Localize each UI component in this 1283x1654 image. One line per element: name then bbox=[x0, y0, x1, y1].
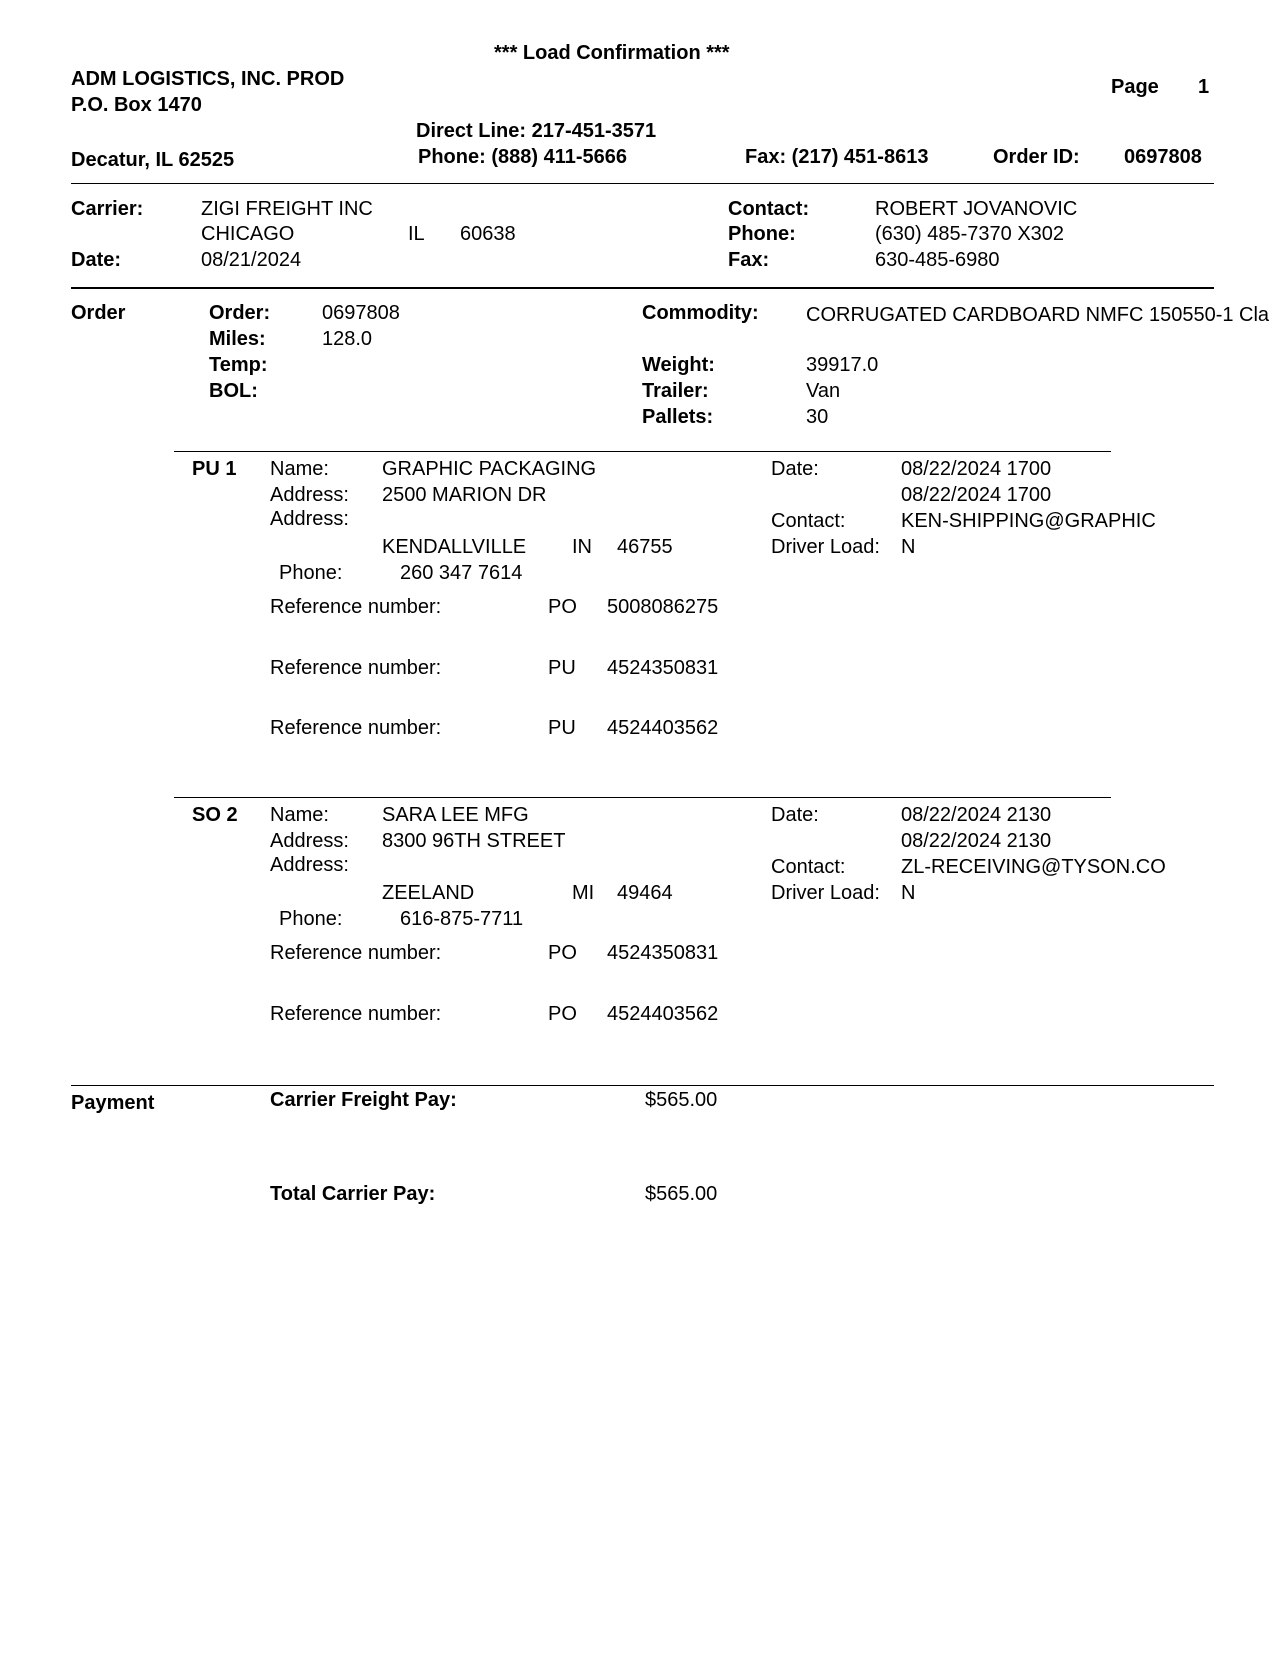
carrier-zip: 60638 bbox=[460, 223, 516, 245]
reference-type: PU bbox=[548, 657, 576, 679]
page-number: 1 bbox=[1198, 76, 1210, 98]
direct-line: Direct Line: 217-451-3571 bbox=[416, 120, 657, 142]
carrier-name: ZIGI FREIGHT INC bbox=[201, 198, 373, 220]
commodity-label: Commodity: bbox=[642, 302, 759, 324]
reference-number: 4524350831 bbox=[607, 657, 719, 679]
payment-section-label: Payment bbox=[71, 1092, 155, 1114]
stop-date-end: 08/22/2024 2130 bbox=[901, 830, 1052, 852]
miles-label: Miles: bbox=[209, 328, 266, 350]
carrier-date-label: Date: bbox=[71, 249, 122, 271]
total-pay-label: Total Carrier Pay: bbox=[270, 1183, 436, 1205]
pallets-value: 30 bbox=[806, 406, 829, 428]
carrier-contact: ROBERT JOVANOVIC bbox=[875, 198, 1078, 220]
reference-label: Reference number: bbox=[270, 1003, 442, 1025]
total-pay-value: $565.00 bbox=[645, 1183, 718, 1205]
reference-label: Reference number: bbox=[270, 942, 442, 964]
order-id-value: 0697808 bbox=[1124, 146, 1202, 168]
stop-name-label: Name: bbox=[270, 804, 329, 826]
carrier-contact-label: Contact: bbox=[728, 198, 810, 220]
carrier-state: IL bbox=[408, 223, 425, 245]
temp-label: Temp: bbox=[209, 354, 268, 376]
stop-driver-load-label: Driver Load: bbox=[771, 536, 880, 558]
reference-type: PO bbox=[548, 1003, 577, 1025]
payment-divider bbox=[71, 1085, 1214, 1086]
pallets-label: Pallets: bbox=[642, 406, 714, 428]
stop-driver-load-label: Driver Load: bbox=[771, 882, 880, 904]
header-divider bbox=[71, 183, 1214, 184]
stop-address2-label: Address: bbox=[270, 854, 349, 876]
stop-address: 8300 96TH STREET bbox=[382, 830, 566, 852]
stop-phone: 260 347 7614 bbox=[400, 562, 523, 584]
order-section-label: Order bbox=[71, 302, 126, 324]
company-fax: Fax: (217) 451-8613 bbox=[745, 146, 929, 168]
carrier-divider bbox=[71, 287, 1214, 289]
stop-divider bbox=[174, 797, 1111, 798]
stop-code: PU 1 bbox=[192, 458, 237, 480]
stop-name-label: Name: bbox=[270, 458, 329, 480]
stop-address2-label: Address: bbox=[270, 508, 349, 530]
reference-type: PO bbox=[548, 942, 577, 964]
company-po-box: P.O. Box 1470 bbox=[71, 94, 202, 116]
document-title: *** Load Confirmation *** bbox=[494, 42, 730, 64]
trailer-value: Van bbox=[806, 380, 841, 402]
page-label: Page bbox=[1111, 76, 1159, 98]
order-number: 0697808 bbox=[322, 302, 400, 324]
stop-contact: KEN-SHIPPING@GRAPHIC bbox=[901, 510, 1156, 532]
stop-address-label: Address: bbox=[270, 830, 349, 852]
bol-label: BOL: bbox=[209, 380, 258, 402]
carrier-phone-label: Phone: bbox=[728, 223, 796, 245]
reference-type: PO bbox=[548, 596, 577, 618]
stop-city: KENDALLVILLE bbox=[382, 536, 527, 558]
stop-phone-label: Phone: bbox=[279, 908, 343, 930]
carrier-phone: (630) 485-7370 X302 bbox=[875, 223, 1065, 245]
company-name: ADM LOGISTICS, INC. PROD bbox=[71, 68, 345, 90]
stop-driver-load: N bbox=[901, 882, 916, 904]
stop-contact-label: Contact: bbox=[771, 856, 846, 878]
stop-name: SARA LEE MFG bbox=[382, 804, 529, 826]
carrier-fax: 630-485-6980 bbox=[875, 249, 1000, 271]
trailer-label: Trailer: bbox=[642, 380, 709, 402]
stop-date-label: Date: bbox=[771, 458, 819, 480]
stop-contact-label: Contact: bbox=[771, 510, 846, 532]
carrier-fax-label: Fax: bbox=[728, 249, 770, 271]
order-id-label: Order ID: bbox=[993, 146, 1080, 168]
reference-number: 4524350831 bbox=[607, 942, 719, 964]
reference-label: Reference number: bbox=[270, 596, 442, 618]
stop-zip: 46755 bbox=[617, 536, 673, 558]
reference-number: 4524403562 bbox=[607, 1003, 719, 1025]
stop-divider bbox=[174, 451, 1111, 452]
stop-date-start: 08/22/2024 1700 bbox=[901, 458, 1052, 480]
stop-state: MI bbox=[572, 882, 595, 904]
freight-pay-value: $565.00 bbox=[645, 1089, 718, 1111]
weight-value: 39917.0 bbox=[806, 354, 879, 376]
carrier-label: Carrier: bbox=[71, 198, 144, 220]
stop-contact: ZL-RECEIVING@TYSON.CO bbox=[901, 856, 1166, 878]
stop-date-end: 08/22/2024 1700 bbox=[901, 484, 1052, 506]
stop-address-label: Address: bbox=[270, 484, 349, 506]
stop-city: ZEELAND bbox=[382, 882, 475, 904]
reference-number: 5008086275 bbox=[607, 596, 719, 618]
stop-date-label: Date: bbox=[771, 804, 819, 826]
freight-pay-label: Carrier Freight Pay: bbox=[270, 1089, 457, 1111]
stop-driver-load: N bbox=[901, 536, 916, 558]
stop-date-start: 08/22/2024 2130 bbox=[901, 804, 1052, 826]
order-number-label: Order: bbox=[209, 302, 271, 324]
stop-code: SO 2 bbox=[192, 804, 238, 826]
carrier-city: CHICAGO bbox=[201, 223, 295, 245]
company-city-state: Decatur, IL 62525 bbox=[71, 149, 235, 171]
reference-label: Reference number: bbox=[270, 717, 442, 739]
stop-state: IN bbox=[572, 536, 592, 558]
company-phone: Phone: (888) 411-5666 bbox=[418, 146, 627, 168]
reference-label: Reference number: bbox=[270, 657, 442, 679]
reference-number: 4524403562 bbox=[607, 717, 719, 739]
stop-zip: 49464 bbox=[617, 882, 673, 904]
stop-phone: 616-875-7711 bbox=[400, 908, 524, 930]
miles-value: 128.0 bbox=[322, 328, 373, 350]
stop-address: 2500 MARION DR bbox=[382, 484, 547, 506]
weight-label: Weight: bbox=[642, 354, 715, 376]
stop-phone-label: Phone: bbox=[279, 562, 343, 584]
carrier-date: 08/21/2024 bbox=[201, 249, 302, 271]
stop-name: GRAPHIC PACKAGING bbox=[382, 458, 597, 480]
commodity-value: CORRUGATED CARDBOARD NMFC 150550-1 Cla bbox=[806, 305, 1270, 325]
reference-type: PU bbox=[548, 717, 576, 739]
